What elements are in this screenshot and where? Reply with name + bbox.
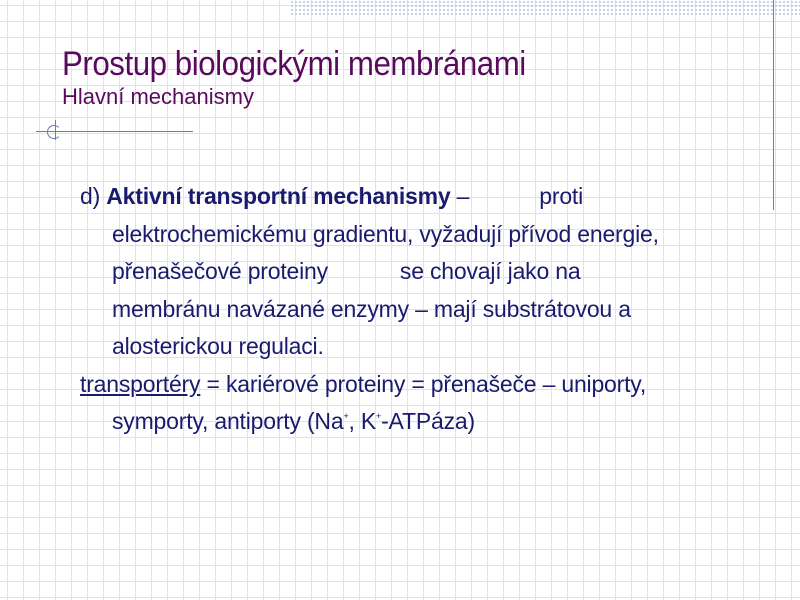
term-active-transport: Aktivní transportní mechanismy (106, 183, 451, 209)
term-transporters: transportéry (80, 370, 201, 397)
line (112, 258, 580, 284)
charge-superscript: + (343, 411, 349, 421)
text-fragment: , K (348, 408, 377, 434)
text-fragment: se chovají jako na (399, 258, 581, 284)
line (80, 183, 583, 209)
line (80, 371, 646, 397)
corner-dot-pattern (290, 0, 800, 16)
text-fragment: -ATPáza) (381, 408, 475, 434)
paragraph-transporters (80, 366, 745, 441)
text-fragment: symporty, antiporty (Na (112, 408, 344, 434)
slide-body (80, 178, 745, 441)
line: elektrochemickému gradientu, vyžadují přívod energie, (112, 220, 659, 247)
text-fragment: přenašečové proteiny (112, 258, 328, 284)
dash: – (456, 183, 470, 209)
decorative-vertical-rule (773, 0, 774, 210)
title-block (62, 44, 566, 110)
line: membránu navázané enzymy – mají substrátovou a (112, 295, 631, 322)
decorative-crosshair-ring (47, 125, 61, 139)
paragraph-active-transport (80, 178, 745, 366)
line: alosterickou regulaci. (112, 333, 324, 359)
charge-superscript: + (376, 411, 382, 421)
slide-title: Prostup biologickými membránami (62, 45, 526, 83)
list-marker: d) (80, 183, 101, 209)
text-fragment: = kariérové proteiny = přenašeče – uniporty, (206, 370, 647, 397)
slide-subtitle: Hlavní mechanismy (62, 84, 254, 109)
line (112, 408, 475, 434)
text-fragment: proti (539, 183, 584, 209)
